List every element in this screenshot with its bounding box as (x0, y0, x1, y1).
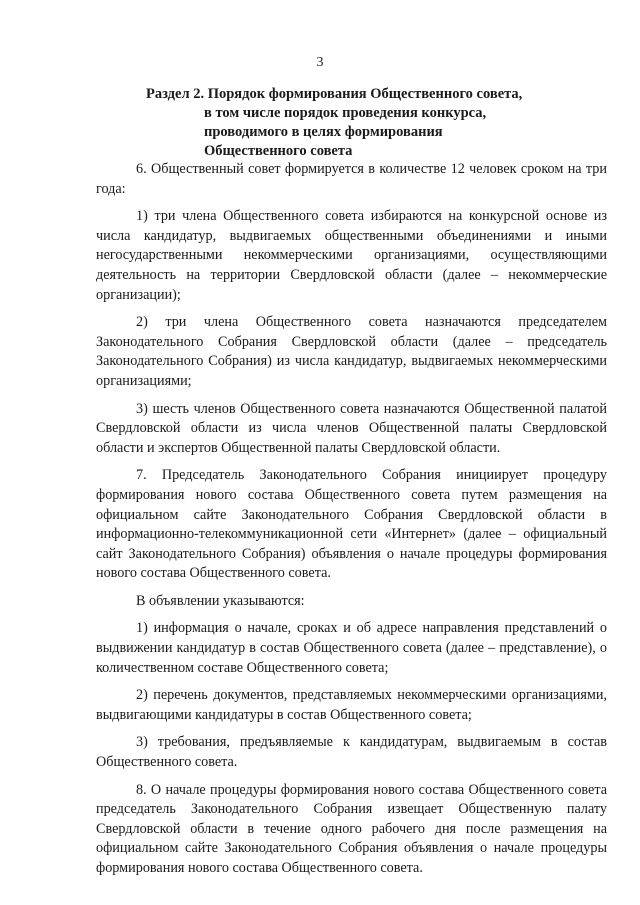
heading-line-3: проводимого в целях формирования (204, 124, 443, 140)
heading-line-1: Раздел 2. Порядок формирования Общественного совета, (146, 86, 523, 102)
section-heading (146, 85, 522, 161)
paragraph-6-item-2: 2) три члена Общественного совета назначаются председателем Законодательного Собрания Свердловской области (далее – председатель Законодательного Собрания) из числа кандидатур, выдвигаемых некоммерческими организациями; (96, 314, 607, 389)
announcement-item-1: 1) информация о начале, сроках и об адресе направления представлений о выдвижении кандидатур в состав Общественного совета (далее – представление), о количественном составе Общественного совета; (96, 620, 607, 676)
announcement-intro: В объявлении указываются: (136, 592, 305, 609)
heading-line-2: в том числе порядок проведения конкурса, (204, 105, 487, 121)
paragraph-6: 6. Общественный совет формируется в количестве 12 человек сроком на три года: (96, 161, 607, 197)
heading-line-4: Общественного совета (204, 143, 353, 159)
paragraph-7: 7. Председатель Законодательного Собрания инициирует процедуру формирования нового состава Общественного совета путем размещения на официальном сайте Законодательного Собрания Свердловской области в информационно-телекоммуникационной сети «Интернет» (далее – официальный сайт Законодательного Собрания) объявления о начале процедуры формирования нового состава Общественного совета. (96, 467, 607, 582)
page-number: 3 (316, 55, 324, 70)
paragraph-6-item-3: 3) шесть членов Общественного совета назначаются Общественной палатой Свердловской области из числа членов Общественной палаты Свердловской области и экспертов Общественной палаты Свердловской области. (96, 400, 607, 456)
announcement-item-3: 3) требования, предъявляемые к кандидатурам, выдвигаемым в состав Общественного совета. (96, 734, 607, 771)
body-text (96, 160, 607, 887)
paragraph-8: 8. О начале процедуры формирования нового состава Общественного совета председатель Законодательного Собрания извещает Общественную палату Свердловской области в течение одного рабочего дня после размещения на официальном сайте Законодательного Собрания объявления о начале процедуры формирования нового состава Общественного совета. (96, 781, 607, 876)
paragraph-6-item-1: 1) три члена Общественного совета избираются на конкурсной основе из числа кандидатур, выдвигаемых общественными объединениями и иными негосударственными некоммерческими организациями, осуществляющими деятельность на территории Свердловской области (далее – некоммерческие организации); (96, 208, 607, 303)
announcement-item-2: 2) перечень документов, представляемых некоммерческими организациями, выдвигающими кандидатуры в состав Общественного совета; (96, 687, 607, 723)
